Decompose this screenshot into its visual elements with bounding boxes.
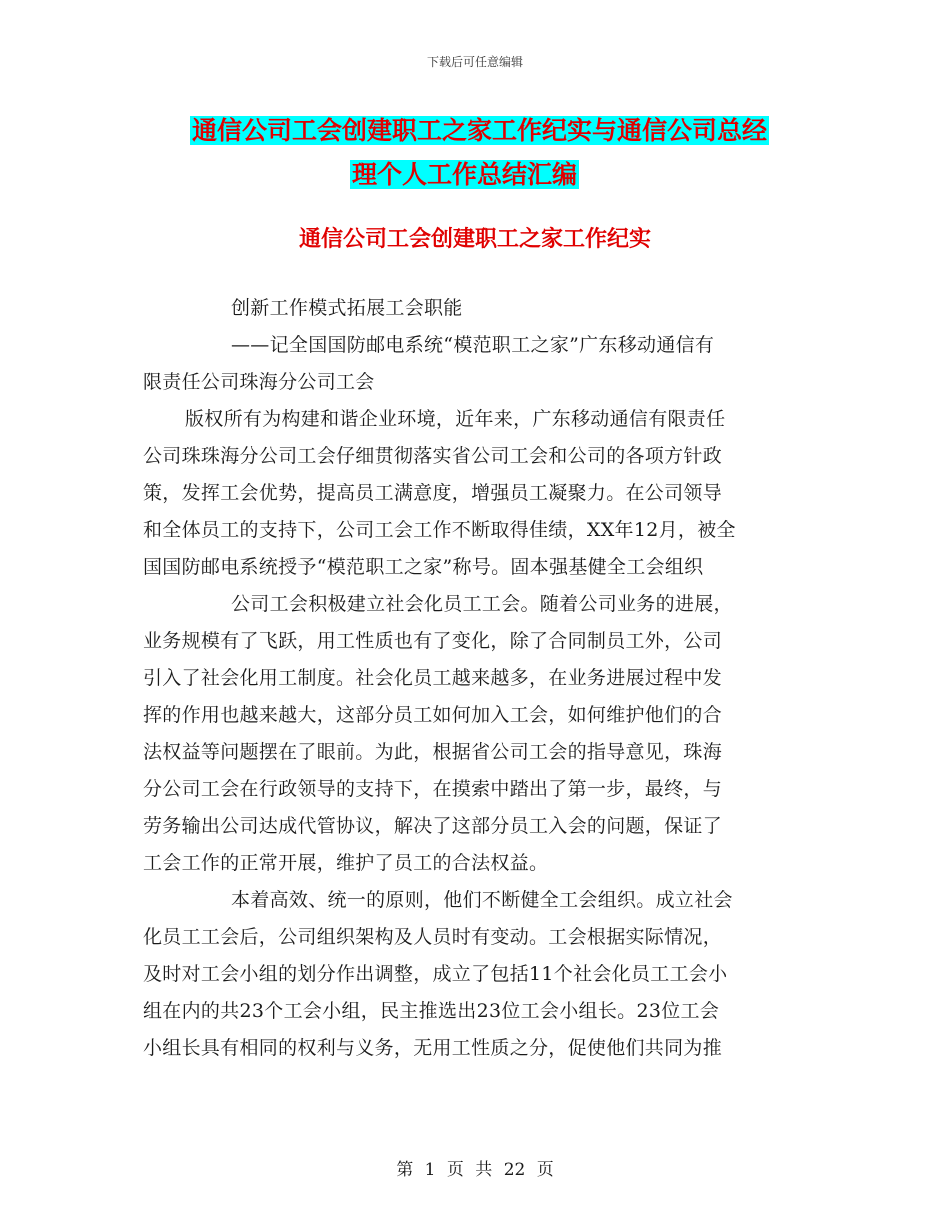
body-line: 引入了社会化用工制度。社会化员工越来越多，在业务进展过程中发 bbox=[143, 667, 723, 689]
body-line: 及时对工会小组的划分作出调整，成立了包括11个社会化员工工会小 bbox=[143, 963, 728, 985]
body-line: 和全体员工的支持下，公司工会工作不断取得佳绩，XX年12月，被全 bbox=[143, 519, 736, 541]
body-line: 劳务输出公司达成代管协议，解决了这部分员工入会的问题，保证了 bbox=[143, 815, 723, 837]
body-line: ——记全国国防邮电系统“模范职工之家”广东移动通信有 bbox=[231, 334, 715, 356]
body-line: 工会工作的正常开展，维护了员工的合法权益。 bbox=[143, 852, 549, 874]
page-footer: 第 1 页 共 22 页 bbox=[396, 1160, 554, 1180]
body-line: 法权益等问题摆在了眼前。为此，根据省公司工会的指导意见，珠海 bbox=[143, 741, 723, 763]
body-line: 本着高效、统一的原则，他们不断健全工会组织。成立社会 bbox=[231, 889, 733, 911]
body-line: 策，发挥工会优势，提高员工满意度，增强员工凝聚力。在公司领导 bbox=[143, 482, 723, 504]
body-line: 限责任公司珠海分公司工会 bbox=[143, 371, 375, 393]
page-header: 下载后可任意编辑 bbox=[426, 55, 523, 69]
body-line: 分公司工会在行政领导的支持下，在摸索中踏出了第一步，最终，与 bbox=[143, 778, 723, 800]
body-line: 组在内的共23个工会小组，民主推选出23位工会小组长。23位工会 bbox=[143, 1000, 720, 1022]
body-line: 创新工作模式拓展工会职能 bbox=[231, 297, 463, 319]
section-title: 通信公司工会创建职工之家工作纪实 bbox=[298, 227, 651, 252]
body-line: 公司工会积极建立社会化员工工会。随着公司业务的进展， bbox=[231, 593, 733, 615]
body-line: 公司珠珠海分公司工会仔细贯彻落实省公司工会和公司的各项方针政 bbox=[143, 445, 723, 467]
document-title-line-1: 通信公司工会创建职工之家工作纪实与通信公司总经 bbox=[192, 116, 768, 145]
body-text bbox=[143, 290, 813, 1067]
document-title-line-2: 理个人工作总结汇编 bbox=[352, 160, 578, 189]
body-line: 版权所有为构建和谐企业环境，近年来，广东移动通信有限责任 bbox=[185, 408, 726, 430]
body-line: 小组长具有相同的权利与义务，无用工性质之分，促使他们共同为推 bbox=[143, 1037, 723, 1059]
body-line: 业务规模有了飞跃，用工性质也有了变化，除了合同制员工外，公司 bbox=[143, 630, 723, 652]
body-line: 挥的作用也越来越大，这部分员工如何加入工会，如何维护他们的合 bbox=[143, 704, 723, 726]
body-line: 国国防邮电系统授予“模范职工之家”称号。固本强基健全工会组织 bbox=[143, 556, 704, 578]
body-line: 化员工工会后，公司组织架构及人员时有变动。工会根据实际情况， bbox=[143, 926, 723, 948]
